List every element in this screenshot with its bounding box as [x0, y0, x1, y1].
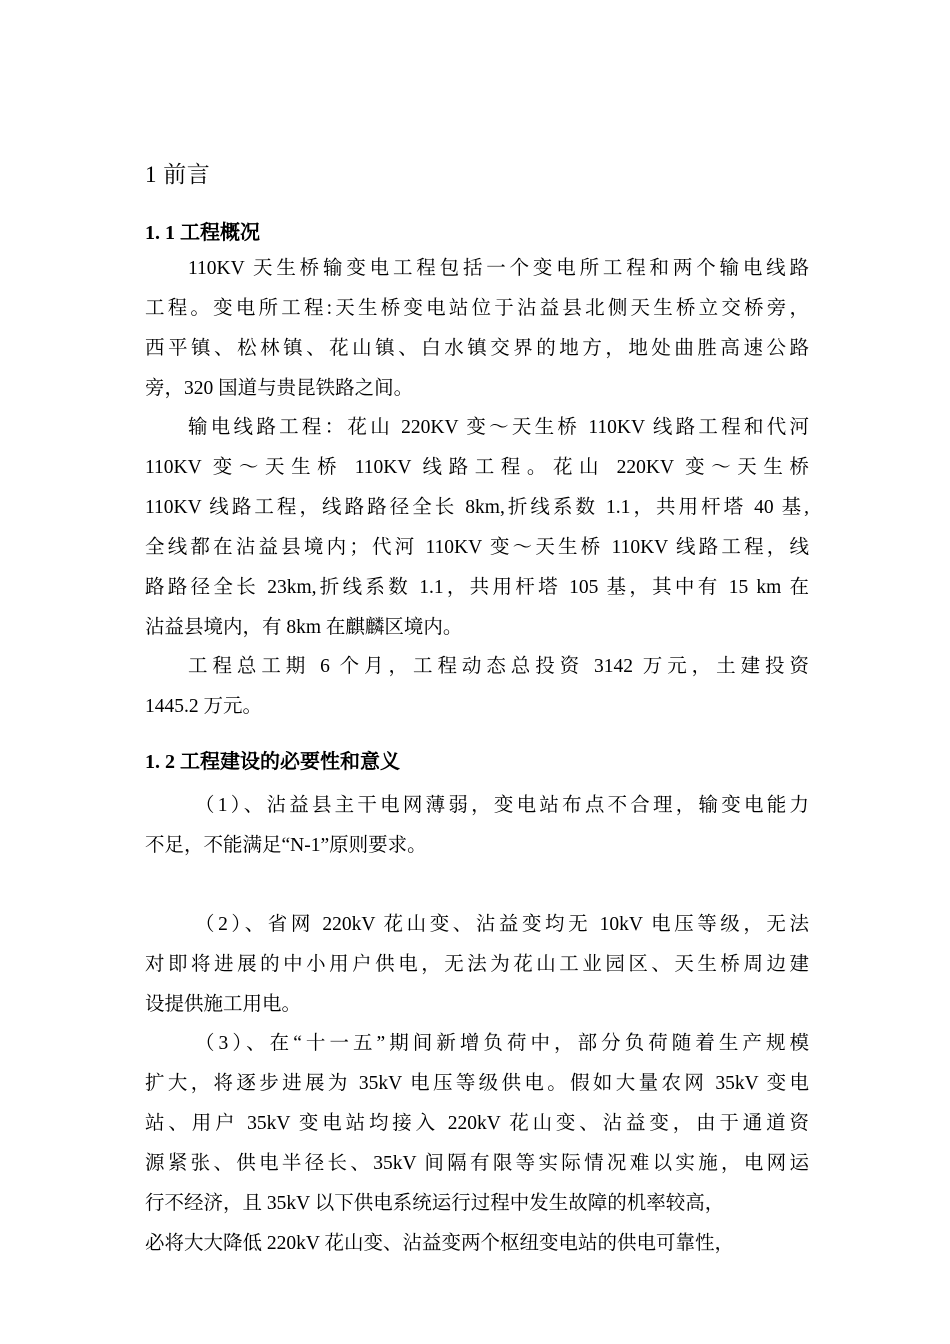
section-heading-necessity: 1. 2 工程建设的必要性和意义 [145, 751, 400, 773]
text-line: （3）、在“十一五”期间新增负荷中，部分负荷随着生产规模 [195, 1033, 809, 1054]
text-line: 110KV 线路工程，线路路径全长 8km,折线系数 1.1，共用杆塔 40 基, [145, 497, 809, 518]
text-line: 西平镇、松林镇、花山镇、白水镇交界的地方，地处曲胜高速公路 [145, 338, 809, 359]
text-line: 工程总工期 6 个月，工程动态总投资 3142 万元，土建投资 [188, 656, 809, 677]
text-line: 1445.2 万元。 [145, 696, 263, 717]
text-line: 工程。变电所工程:天生桥变电站位于沾益县北侧天生桥立交桥旁， [145, 298, 809, 319]
text-line: 不足，不能满足“N-1”原则要求。 [145, 835, 427, 856]
chapter-title: 1 前言 [145, 162, 211, 187]
text-line: 设提供施工用电。 [145, 994, 302, 1015]
text-line: 行不经济，且 35kV 以下供电系统运行过程中发生故障的机率较高， [145, 1193, 725, 1214]
text-line: （1）、沾益县主干电网薄弱，变电站布点不合理，输变电能力 [195, 795, 809, 816]
text-line: 源紧张、供电半径长、35kV 间隔有限等实际情况难以实施，电网运 [145, 1153, 809, 1174]
text-line: 必将大大降低 220kV 花山变、沾益变两个枢纽变电站的供电可靠性， [145, 1233, 734, 1254]
text-line: 扩大，将逐步进展为 35kV 电压等级供电。假如大量农网 35kV 变电 [145, 1073, 809, 1094]
text-line: 110KV 变～天生桥 110KV 线路工程。花山 220KV 变～天生桥 [145, 457, 809, 478]
text-line: 路路径全长 23km,折线系数 1.1，共用杆塔 105 基，其中有 15 km 在 [145, 577, 809, 598]
section-heading-overview: 1. 1 工程概况 [145, 222, 260, 244]
paragraph-schedule-investment [145, 647, 809, 727]
paragraph-point-3 [145, 1024, 809, 1264]
text-line: 输电线路工程：花山 220KV 变～天生桥 110KV 线路工程和代河 [188, 417, 809, 438]
paragraph-point-1 [145, 786, 809, 866]
text-line: 沾益县境内，有 8km 在麒麟区境内。 [145, 617, 463, 638]
text-line: 对即将进展的中小用户供电，无法为花山工业园区、天生桥周边建 [145, 954, 809, 975]
paragraph-project-overview [145, 249, 809, 409]
text-line: 全线都在沾益县境内；代河 110KV 变～天生桥 110KV 线路工程，线 [145, 537, 809, 558]
text-line: 旁，320 国道与贵昆铁路之间。 [145, 378, 414, 399]
text-line: 110KV 天生桥输变电工程包括一个变电所工程和两个输电线路 [188, 258, 809, 279]
text-line: （2）、省网 220kV 花山变、沾益变均无 10kV 电压等级，无法 [195, 914, 809, 935]
text-line: 站、用户 35kV 变电站均接入 220kV 花山变、沾益变，由于通道资 [145, 1113, 809, 1134]
paragraph-point-2 [145, 905, 809, 1025]
paragraph-transmission-lines [145, 408, 809, 648]
